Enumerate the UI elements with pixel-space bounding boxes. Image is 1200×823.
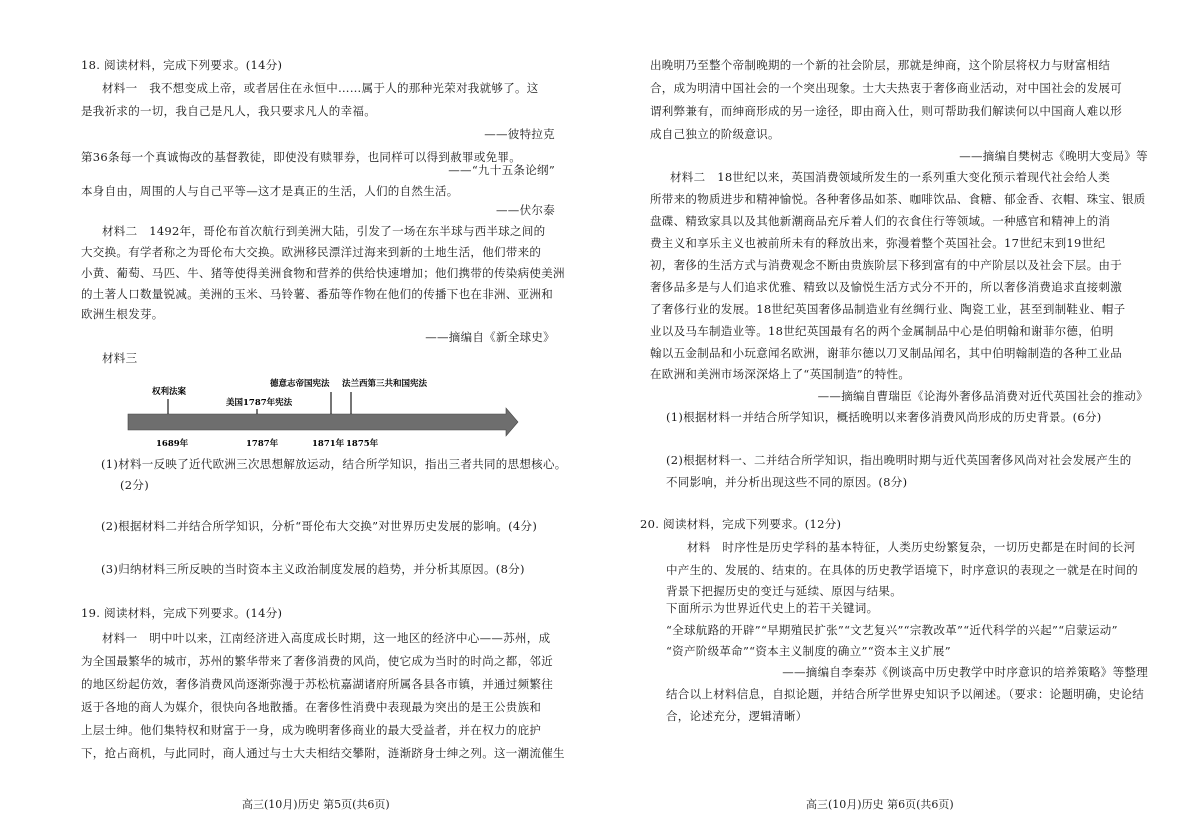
q19-cont-line: 成自己独立的阶级意识。 bbox=[650, 127, 780, 141]
timeline-year: 1875年 bbox=[346, 439, 379, 449]
q18-m2-source: ——摘编自《新全球史》 bbox=[425, 330, 555, 344]
q18-m1-source: ——伏尔泰 bbox=[496, 203, 555, 217]
q18-m1-line: 材料一 我不想变成上帝，或者居住在永恒中……属于人的那种光荣对我就够了。这 bbox=[102, 81, 539, 95]
q18-question-1: (1)材料一反映了近代欧洲三次思想解放运动，结合所学知识，指出三者共同的思想核心。 bbox=[101, 457, 567, 471]
q19-m1-line: 材料一 明中叶以来，江南经济进入高度成长时期，这一地区的经济中心——苏州，成 bbox=[102, 631, 551, 645]
q20-requirement: 合，论述充分，逻辑清晰） bbox=[666, 709, 808, 723]
q18-question-1-score: (2分) bbox=[120, 478, 149, 492]
q18-m1-line: 本身自由，周围的人与自己平等—这才是真正的生活，人们的自然生活。 bbox=[81, 184, 459, 198]
right-page bbox=[600, 0, 1200, 823]
q19-m2-source: ——摘编自曹瑞臣《论海外奢侈品消费对近代英国社会的推动》 bbox=[817, 389, 1148, 403]
q20-source: ——摘编自李秦苏《例谈高中历史教学中时序意识的培养策略》等整理 bbox=[782, 665, 1148, 679]
q19-m1-line: 的地区纷起仿效，奢侈消费风尚逐渐弥漫于苏松杭嘉湖诸府所属各县各市镇，并通过频繁往 bbox=[81, 677, 553, 691]
timeline-arrow bbox=[128, 408, 518, 436]
q19-m2-line: 奢侈品多是与人们追求优雅、精致以及愉悦生活方式分不开的，所以奢侈消费追求直接刺激 bbox=[650, 280, 1122, 294]
q19-m1-line: 上层士绅。他们集特权和财富于一身，成为晚明奢侈商业的最大受益者，并在权力的庇护 bbox=[81, 723, 542, 737]
q19-cont-line: 谓利弊兼有，而绅商形成的另一途径，即由商入仕，则可帮助我们解读何以中国商人难以形 bbox=[650, 104, 1122, 118]
q18-m1-source: ——彼特拉克 bbox=[484, 127, 555, 141]
q19-m2-line: 在欧洲和美洲市场深深烙上了“英国制造”的特性。 bbox=[650, 367, 911, 381]
constitution-timeline bbox=[120, 372, 530, 452]
q20-requirement: 结合以上材料信息，自拟论题，并结合所学世界史知识予以阐述。（要求：论题明确，史论结 bbox=[666, 687, 1145, 701]
q18-question-3: (3)归纳材料三所反映的当时资本主义政治制度发展的趋势，并分析其原因。(8分) bbox=[101, 562, 525, 576]
q19-m2-line: 了奢侈行业的发展。18世纪英国奢侈品制造业有丝绸行业、陶瓷工业，甚至到制鞋业、帽子 bbox=[650, 302, 1126, 316]
q20-title: 20. 阅读材料，完成下列要求。(12分) bbox=[640, 517, 842, 531]
q18-m3-label: 材料三 bbox=[102, 351, 138, 365]
q20-m-line: 背景下把握历史的变迁与延续、原因与结果。 bbox=[666, 584, 902, 598]
page-footer: 高三(10月)历史 第5页(共6页) bbox=[242, 798, 390, 811]
timeline-event-us-constitution: 美国1787年宪法 bbox=[226, 398, 293, 408]
q19-m2-line: 费主义和享乐主义也被前所未有的释放出来，弥漫着整个英国社会。17世纪末到19世纪 bbox=[650, 236, 1106, 250]
q19-cont-line: 出晚明乃至整个帝制晚期的一个新的社会阶层，那就是绅商，这个阶层将权力与财富相结 bbox=[650, 58, 1111, 72]
q18-m1-line: 是我祈求的一切，我自己是凡人，我只要求凡人的幸福。 bbox=[81, 104, 376, 118]
timeline-year: 1689年 bbox=[156, 439, 189, 449]
page-footer: 高三(10月)历史 第6页(共6页) bbox=[806, 798, 954, 811]
q20-intro: 下面所示为世界近代史上的若干关键词。 bbox=[666, 601, 879, 615]
q18-title: 18. 阅读材料，完成下列要求。(14分) bbox=[81, 58, 283, 72]
q18-m2-line: 欧洲生根发芽。 bbox=[81, 307, 164, 321]
q19-title: 19. 阅读材料，完成下列要求。(14分) bbox=[81, 606, 283, 620]
q18-m1-source: ——“九十五条论纲” bbox=[448, 163, 555, 177]
q19-m2-line: 翰以五金制品和小玩意闻名欧洲，谢菲尔德以刀叉制品闻名，其中伯明翰制造的各种工业品 bbox=[650, 346, 1122, 360]
q19-m1-line: 为全国最繁华的城市，苏州的繁华带来了奢侈消费的风尚，使它成为当时的时尚之都，邻近 bbox=[81, 654, 553, 668]
q20-m-line: 中产生的、发展的、结束的。在具体的历史教学语境下，时序意识的表现之一就是在时间的 bbox=[666, 563, 1138, 577]
q19-m2-line: 盘碟、精致家具以及其他新潮商品充斥着人们的衣食住行等领域。一种感官和精神上的消 bbox=[650, 214, 1111, 228]
q18-question-2: (2)根据材料二并结合所学知识，分析“哥伦布大交换”对世界历史发展的影响。(4分) bbox=[101, 519, 538, 533]
timeline-event-german-constitution: 德意志帝国宪法 bbox=[270, 379, 330, 389]
q20-m-line: 材料 时序性是历史学科的基本特征，人类历史纷繁复杂，一切历史都是在时间的长河 bbox=[687, 540, 1136, 554]
q19-m1-line: 下，抢占商机，与此同时，商人通过与士大夫相结交攀附，涟渐跻身士绅之列。这一潮流催生 bbox=[81, 746, 565, 760]
q19-m2-line: 业以及马车制造业等。18世纪英国最有名的两个金属制品中心是伯明翰和谢菲尔德，伯明 bbox=[650, 324, 1114, 338]
timeline-year: 1871年 bbox=[312, 439, 345, 449]
timeline-event-bill-of-rights: 权利法案 bbox=[152, 387, 187, 397]
q19-question-1: (1)根据材料一并结合所学知识，概括晚明以来奢侈消费风尚形成的历史背景。(6分) bbox=[666, 410, 1102, 424]
q19-question-2: 不同影响，并分析出现这些不同的原因。(8分) bbox=[666, 475, 908, 489]
q19-m1-line: 返于各地的商人为媒介，很快向各地散播。在奢侈性消费中表现最为突出的是王公贵族和 bbox=[81, 700, 542, 714]
q18-m2-line: 的土著人口数量锐减。美洲的玉米、马铃薯、番茄等作物在他们的传播下也在非洲、亚洲和 bbox=[81, 287, 553, 301]
q19-question-2: (2)根据材料一、二并结合所学知识，指出晚明时期与近代英国奢侈风尚对社会发展产生的 bbox=[666, 453, 1132, 467]
q19-m2-line: 所带来的物质进步和精神愉悦。各种奢侈品如茶、咖啡饮品、食糖、郁金香、衣帽、珠宝、银质 bbox=[650, 192, 1146, 206]
q20-keywords: “全球航路的开辟”“早期殖民扩张”“文艺复兴”“宗教改革”“近代科学的兴起”“启蒙运动” bbox=[666, 623, 1118, 637]
timeline-year: 1787年 bbox=[246, 439, 279, 449]
q20-keywords: “资产阶级革命”“资本主义制度的确立”“资本主义扩展” bbox=[666, 644, 951, 658]
q18-m1-line: 第36条每一个真诚悔改的基督教徒，即使没有赎罪券，也同样可以得到赦罪或免罪。 bbox=[81, 150, 522, 164]
q19-cont-line: 合，成为明清中国社会的一个突出现象。士大夫热衷于奢侈商业活动，对中国社会的发展可 bbox=[650, 81, 1122, 95]
q18-m2-line: 材料二 1492年，哥伦布首次航行到美洲大陆，引发了一场在东半球与西半球之间的 bbox=[102, 224, 546, 238]
timeline-event-french-constitution: 法兰西第三共和国宪法 bbox=[342, 379, 428, 389]
q19-m2-line: 初，奢侈的生活方式与消费观念不断由贵族阶层下移到富有的中产阶层以及社会下层。由于 bbox=[650, 258, 1122, 272]
q18-m2-line: 大交换。有学者称之为哥伦布大交换。欧洲移民漂洋过海来到新的土地生活，他们带来的 bbox=[81, 245, 542, 259]
q18-m2-line: 小黄、葡萄、马匹、牛、猪等使得美洲食物和营养的供给快速增加；他们携带的传染病使美洲 bbox=[81, 266, 565, 280]
q19-m1-source: ——摘编自樊树志《晚明大变局》等 bbox=[959, 149, 1148, 163]
q19-m2-line: 材料二 18世纪以来，英国消费领域所发生的一系列重大变化预示着现代社会给人类 bbox=[670, 170, 1111, 184]
